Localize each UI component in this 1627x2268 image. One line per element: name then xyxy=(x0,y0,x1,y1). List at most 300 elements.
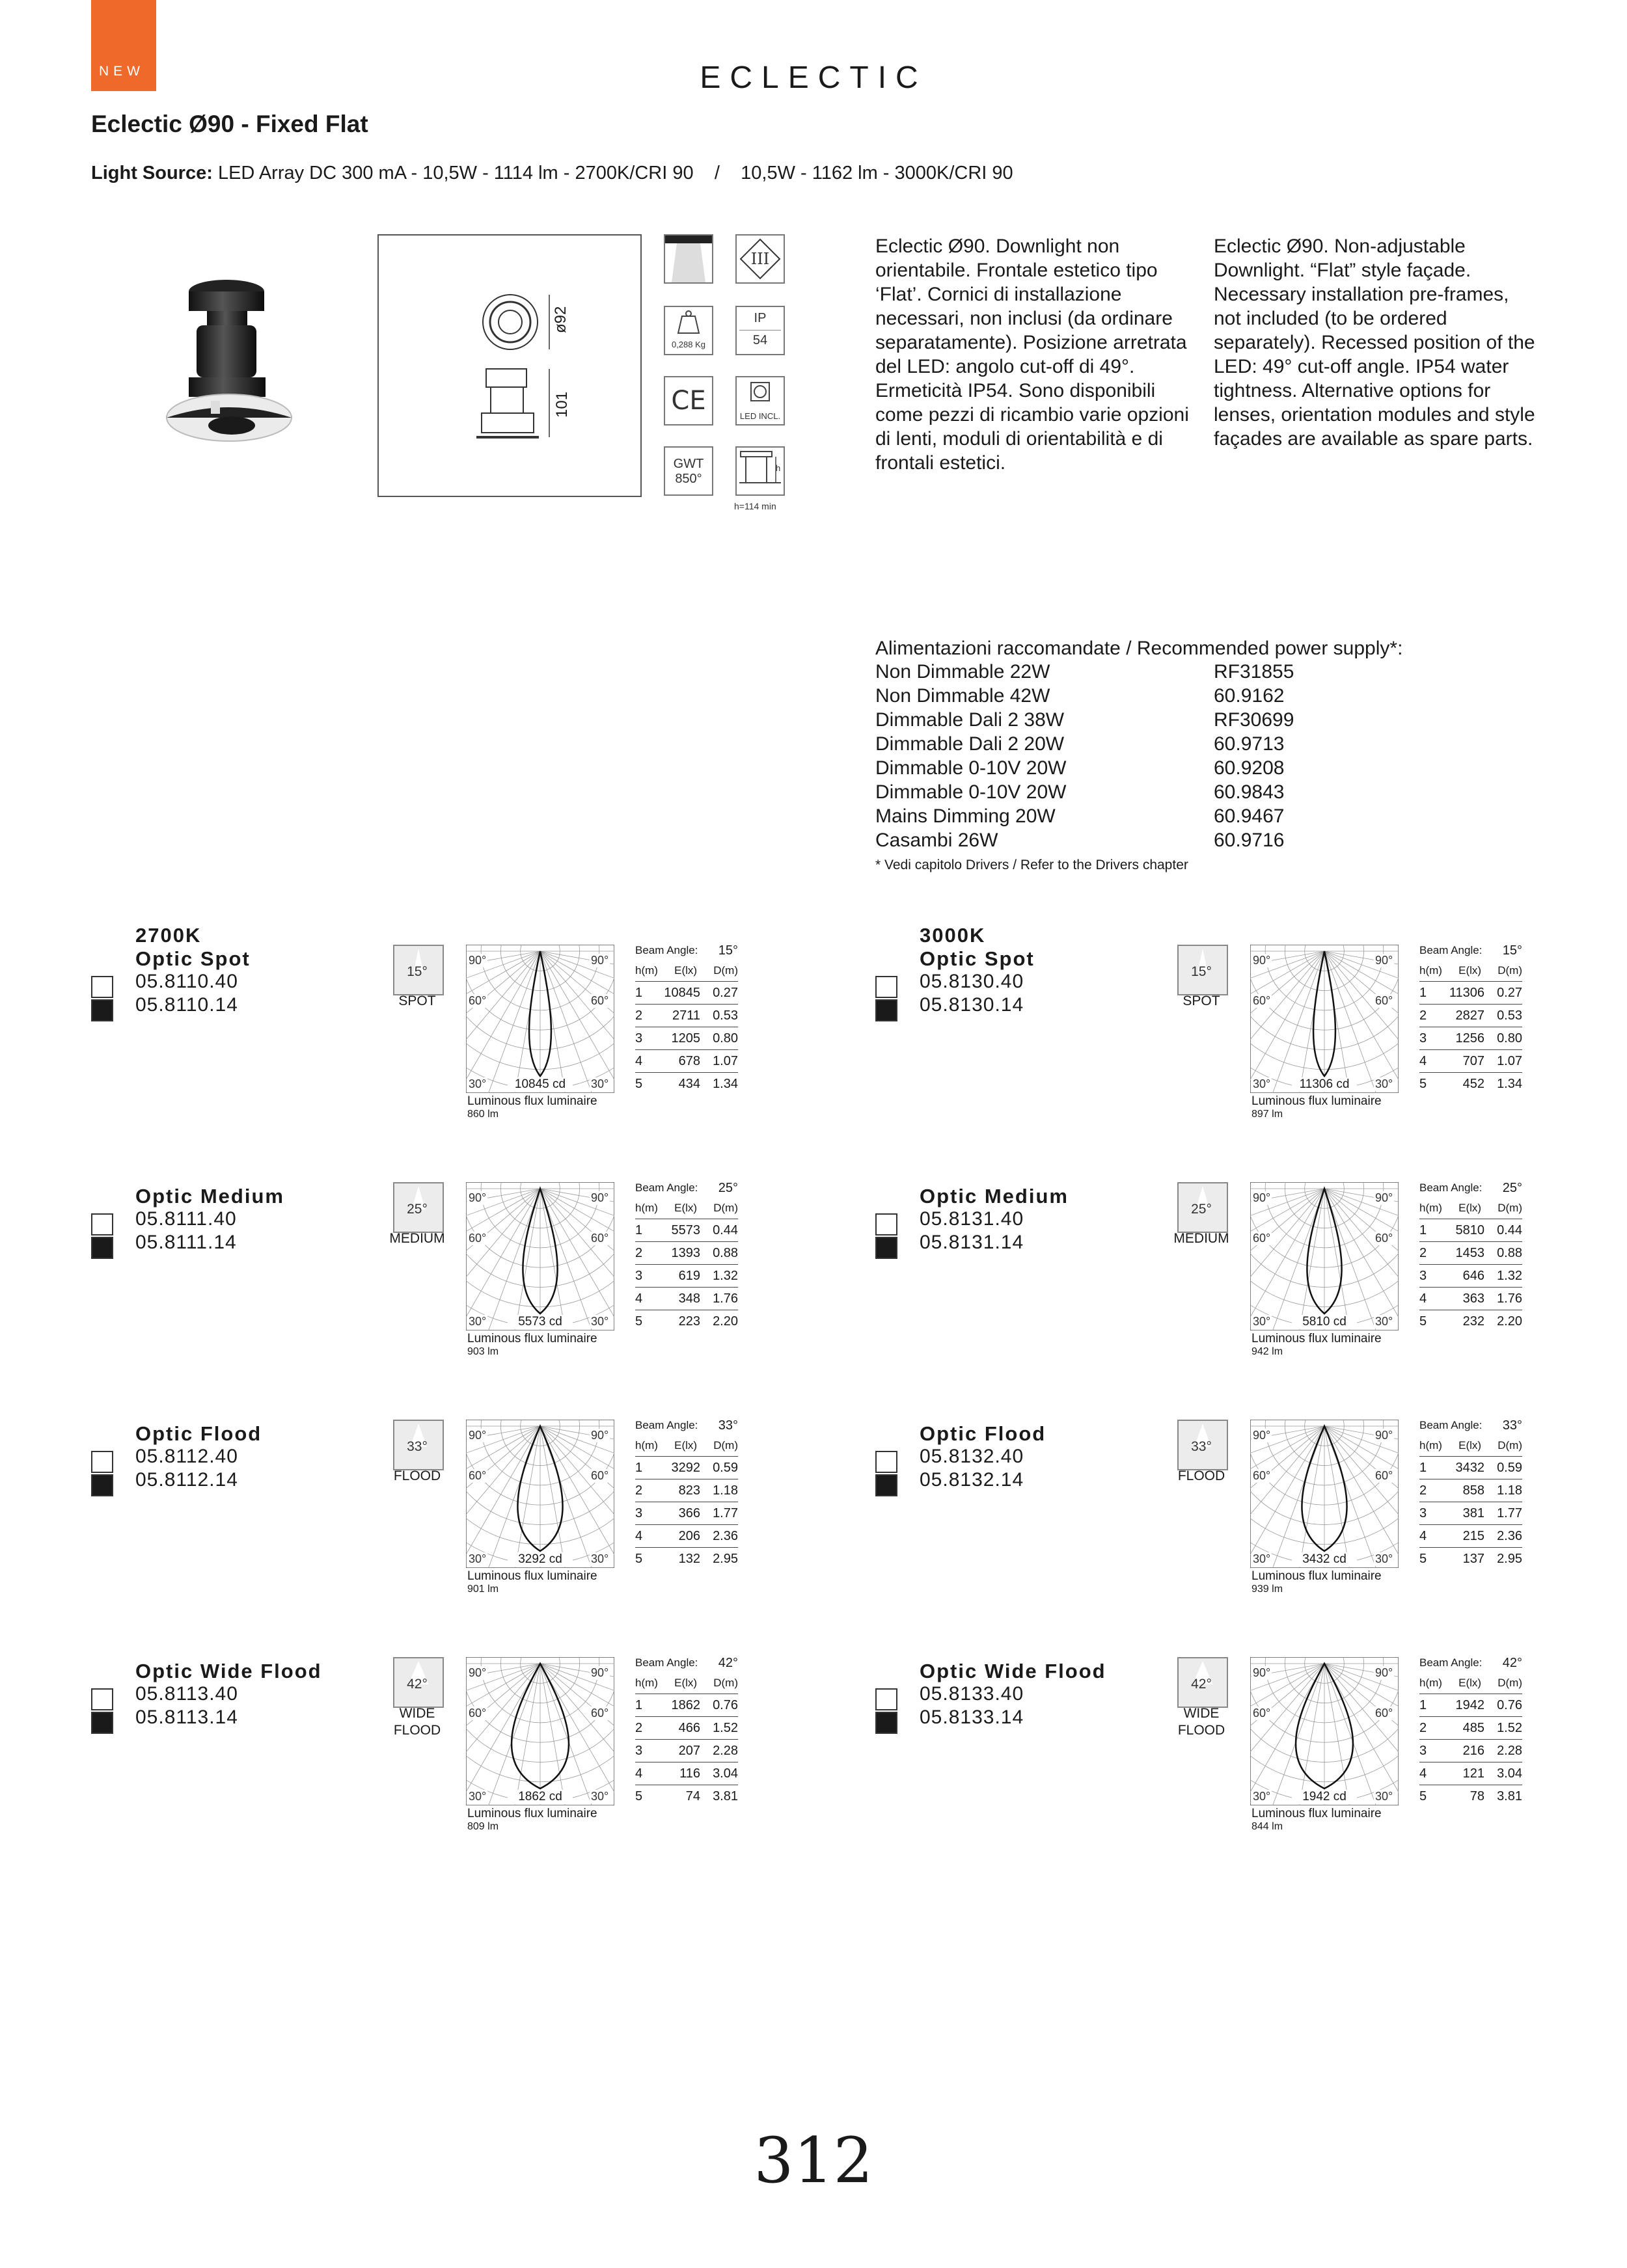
table-row xyxy=(635,1073,738,1095)
illuminance-table xyxy=(635,1416,738,1570)
beam-angle-label: Beam Angle: xyxy=(1419,1656,1483,1669)
polar-label-30-left: 30° xyxy=(469,1315,487,1328)
cell-diameter: 1.07 xyxy=(1497,1053,1522,1068)
beam-type-label: FLOOD xyxy=(1177,1468,1225,1483)
light-source xyxy=(91,163,1013,184)
power-supply-row xyxy=(875,709,1461,731)
polar-label-60-right: 60° xyxy=(1375,1232,1393,1245)
luminous-flux-label: Luminous flux luminaire xyxy=(467,1807,597,1820)
beam-type-label: SPOT xyxy=(398,993,436,1008)
cell-height: 5 xyxy=(635,1551,643,1566)
table-row xyxy=(1419,1785,1522,1807)
polar-chart xyxy=(466,1420,614,1568)
white-finish-swatch xyxy=(91,1213,113,1235)
table-row xyxy=(635,1762,738,1785)
cell-height: 5 xyxy=(1419,1076,1427,1091)
power-supply-name: Dimmable 0-10V 20W xyxy=(875,781,1067,803)
luminous-flux-label: Luminous flux luminaire xyxy=(1251,1569,1382,1583)
table-header xyxy=(1419,1673,1522,1694)
polar-label-60-right: 60° xyxy=(1375,994,1393,1007)
beam-angle-row xyxy=(635,941,738,960)
col-illuminance: E(lx) xyxy=(1458,1439,1482,1451)
cell-diameter: 1.18 xyxy=(1497,1483,1522,1498)
power-supply-name: Dimmable Dali 2 38W xyxy=(875,709,1065,731)
gwt-icon xyxy=(664,446,713,496)
ip-value: 54 xyxy=(752,333,768,347)
polar-label-30-left: 30° xyxy=(469,1077,487,1090)
beam-angle-label: Beam Angle: xyxy=(635,944,698,956)
installation-height-icon xyxy=(735,446,785,496)
illuminance-table xyxy=(1419,941,1522,1095)
beam-angle-value: 25° xyxy=(1502,1180,1522,1195)
table-row xyxy=(1419,1740,1522,1762)
cell-height: 2 xyxy=(1419,1483,1427,1498)
optic-section xyxy=(91,924,872,1158)
beam-angle-row xyxy=(1419,1178,1522,1198)
polar-label-30-left: 30° xyxy=(1253,1790,1271,1803)
power-supply-code: 60.9843 xyxy=(1214,781,1285,803)
polar-label-90-right: 90° xyxy=(591,954,609,967)
cell-diameter: 2.28 xyxy=(713,1743,738,1758)
beam-angle-value: 42° xyxy=(718,1655,738,1670)
polar-label-30-left: 30° xyxy=(1253,1552,1271,1565)
col-diameter: D(m) xyxy=(1497,1677,1522,1689)
table-row xyxy=(1419,1457,1522,1479)
table-row xyxy=(635,1005,738,1027)
luminous-flux-value: 942 lm xyxy=(1251,1346,1283,1357)
polar-chart xyxy=(466,945,614,1093)
table-row xyxy=(635,1479,738,1502)
power-supply-code: RF30699 xyxy=(1214,709,1294,731)
polar-label-60-left: 60° xyxy=(469,1707,487,1720)
cell-diameter: 2.28 xyxy=(1497,1743,1522,1758)
polar-chart xyxy=(1250,945,1399,1093)
cell-height: 2 xyxy=(635,1008,643,1023)
page-number: 312 xyxy=(754,2124,873,2197)
polar-label-30-right: 30° xyxy=(591,1315,609,1328)
height-label: h xyxy=(776,463,781,473)
cell-height: 3 xyxy=(1419,1505,1427,1520)
luminous-flux-label: Luminous flux luminaire xyxy=(1251,1332,1382,1345)
black-finish-swatch xyxy=(91,1237,113,1259)
polar-label-30-right: 30° xyxy=(1375,1315,1393,1328)
cell-diameter: 1.34 xyxy=(1497,1076,1522,1091)
table-header xyxy=(635,960,738,982)
peak-intensity: 3292 cd xyxy=(508,1552,573,1567)
white-finish-swatch xyxy=(875,1451,897,1473)
polar-label-60-right: 60° xyxy=(591,994,609,1007)
technical-drawing xyxy=(377,234,642,497)
luminous-flux-label: Luminous flux luminaire xyxy=(467,1094,597,1108)
product-code-black: 05.8111.14 xyxy=(135,1232,237,1253)
cell-illuminance: 232 xyxy=(1462,1314,1484,1329)
polar-label-30-right: 30° xyxy=(1375,1790,1393,1803)
cell-illuminance: 74 xyxy=(685,1789,700,1803)
beam-angle-value: 25° xyxy=(718,1180,738,1195)
cell-illuminance: 485 xyxy=(1462,1720,1484,1735)
series-title: ECLECTIC xyxy=(700,61,927,95)
product-code-white: 05.8131.40 xyxy=(920,1208,1024,1230)
cell-illuminance: 2711 xyxy=(672,1008,700,1023)
col-illuminance: E(lx) xyxy=(1458,1202,1482,1214)
ce-mark-icon xyxy=(664,376,713,425)
beam-angle-label: Beam Angle: xyxy=(635,1181,698,1194)
beam-type-label: MEDIUM xyxy=(389,1231,445,1246)
led-included-label: LED INCL. xyxy=(739,411,781,421)
description-english: Eclectic Ø90. Non-adjustable Downlight. “Flat” style façade. Necessary installation pre-frames, not included (to be ordered separately). Recessed position of the LED: 49° cut-off angle. IP54 water tightness. Alternative options for lenses, orientation modules and style façades are available as spare parts. xyxy=(1214,236,1535,450)
table-row xyxy=(1419,1219,1522,1242)
optic-section xyxy=(91,1636,872,1870)
polar-label-60-left: 60° xyxy=(1253,994,1271,1007)
black-finish-swatch xyxy=(875,1237,897,1259)
cell-illuminance: 363 xyxy=(1462,1291,1484,1306)
polar-label-30-right: 30° xyxy=(591,1552,609,1565)
cell-diameter: 1.32 xyxy=(713,1268,738,1283)
optic-section xyxy=(91,1161,872,1396)
col-height: h(m) xyxy=(1419,1677,1442,1689)
cell-height: 3 xyxy=(635,1031,643,1046)
black-finish-swatch xyxy=(875,1712,897,1734)
white-finish-swatch xyxy=(91,1688,113,1710)
luminous-flux-label: Luminous flux luminaire xyxy=(467,1332,597,1345)
polar-label-60-left: 60° xyxy=(469,1469,487,1482)
product-code-black: 05.8130.14 xyxy=(920,994,1024,1016)
table-row xyxy=(1419,1265,1522,1288)
cell-diameter: 3.81 xyxy=(713,1789,738,1803)
cell-diameter: 0.27 xyxy=(1497,985,1522,1000)
cell-illuminance: 223 xyxy=(678,1314,700,1329)
luminous-flux-value: 903 lm xyxy=(467,1346,499,1357)
table-header xyxy=(1419,960,1522,982)
beam-angle-row xyxy=(635,1653,738,1673)
cell-illuminance: 646 xyxy=(1462,1268,1484,1283)
beam-type-label: SPOT xyxy=(1183,993,1220,1008)
cell-diameter: 1.77 xyxy=(1497,1505,1522,1520)
cell-height: 2 xyxy=(1419,1008,1427,1023)
polar-label-90-right: 90° xyxy=(591,1191,609,1204)
cell-illuminance: 1205 xyxy=(671,1031,700,1046)
cell-illuminance: 10845 xyxy=(664,985,700,1000)
col-illuminance: E(lx) xyxy=(674,1202,698,1214)
power-supply-name: Non Dimmable 42W xyxy=(875,685,1050,707)
cell-illuminance: 707 xyxy=(1462,1053,1484,1068)
product-code-black: 05.8110.14 xyxy=(135,994,238,1016)
luminous-flux-label: Luminous flux luminaire xyxy=(467,1569,597,1583)
new-badge-label: NEW xyxy=(99,64,144,79)
cell-diameter: 1.18 xyxy=(713,1483,738,1498)
product-code-black: 05.8112.14 xyxy=(135,1469,238,1491)
cell-diameter: 0.53 xyxy=(713,1008,738,1023)
product-code-white: 05.8110.40 xyxy=(135,971,238,992)
height-dimension: 101 xyxy=(553,391,571,418)
beam-type-label: FLOOD xyxy=(393,1468,441,1483)
cell-height: 1 xyxy=(1419,1697,1427,1712)
beam-angle-value: 33° xyxy=(1502,1418,1522,1433)
cell-height: 1 xyxy=(635,1460,643,1475)
peak-intensity: 1942 cd xyxy=(1292,1790,1357,1804)
polar-label-90-left: 90° xyxy=(469,1429,487,1442)
polar-label-90-right: 90° xyxy=(591,1666,609,1679)
cell-diameter: 0.59 xyxy=(1497,1460,1522,1475)
cell-illuminance: 216 xyxy=(1462,1743,1484,1758)
table-row xyxy=(635,1219,738,1242)
table-header xyxy=(635,1435,738,1457)
beam-type-label: MEDIUM xyxy=(1173,1231,1229,1246)
table-row xyxy=(635,1242,738,1265)
power-supply-name: Non Dimmable 22W xyxy=(875,661,1050,682)
ce-label: CE xyxy=(671,386,706,416)
cell-height: 1 xyxy=(635,1697,643,1712)
cell-illuminance: 116 xyxy=(679,1766,700,1781)
polar-label-30-right: 30° xyxy=(591,1077,609,1090)
cell-height: 1 xyxy=(1419,985,1427,1000)
table-row xyxy=(1419,1694,1522,1717)
table-row xyxy=(635,1027,738,1050)
cell-illuminance: 1942 xyxy=(1455,1697,1484,1712)
class-iii-icon xyxy=(735,234,785,284)
col-illuminance: E(lx) xyxy=(1458,1677,1482,1689)
beam-angle-value: 33° xyxy=(718,1418,738,1433)
weight-label: 0,288 Kg xyxy=(671,340,706,349)
black-finish-swatch xyxy=(875,1474,897,1496)
luminous-flux-value: 860 lm xyxy=(467,1109,499,1120)
cell-height: 5 xyxy=(635,1076,643,1091)
polar-label-60-left: 60° xyxy=(469,994,487,1007)
table-header xyxy=(1419,1435,1522,1457)
optic-section xyxy=(875,1636,1627,1870)
polar-chart xyxy=(466,1182,614,1330)
peak-intensity: 11306 cd xyxy=(1292,1077,1357,1092)
beam-degree: 42° xyxy=(1191,1677,1212,1692)
power-supply-code: 60.9467 xyxy=(1214,805,1285,827)
col-diameter: D(m) xyxy=(713,1677,738,1689)
peak-intensity: 1862 cd xyxy=(508,1790,573,1804)
cell-height: 4 xyxy=(1419,1766,1427,1781)
product-code-white: 05.8112.40 xyxy=(135,1446,238,1467)
table-row xyxy=(1419,1502,1522,1525)
beam-degree: 15° xyxy=(1191,964,1212,979)
product-code-black: 05.8133.14 xyxy=(920,1707,1024,1728)
col-height: h(m) xyxy=(635,1677,658,1689)
luminous-flux-value: 897 lm xyxy=(1251,1109,1283,1120)
luminous-flux-value: 939 lm xyxy=(1251,1584,1283,1595)
cell-height: 2 xyxy=(635,1483,643,1498)
optic-section xyxy=(875,1161,1627,1396)
black-finish-swatch xyxy=(91,1712,113,1734)
power-supply-code: 60.9162 xyxy=(1214,685,1285,707)
cell-diameter: 0.59 xyxy=(713,1460,738,1475)
cell-illuminance: 381 xyxy=(1462,1505,1484,1520)
col-height: h(m) xyxy=(635,1202,658,1214)
cell-illuminance: 207 xyxy=(678,1743,700,1758)
power-supply-row xyxy=(875,685,1461,707)
power-supply-row xyxy=(875,661,1461,683)
col-height: h(m) xyxy=(1419,1439,1442,1451)
cell-diameter: 0.88 xyxy=(713,1245,738,1260)
cell-height: 4 xyxy=(635,1766,643,1781)
color-temperature: 3000K xyxy=(920,924,986,947)
polar-label-30-left: 30° xyxy=(469,1552,487,1565)
gwt-label: GWT xyxy=(673,457,704,471)
beam-angle-row xyxy=(1419,941,1522,960)
cell-height: 1 xyxy=(635,985,643,1000)
diameter-dimension: ø92 xyxy=(552,306,569,333)
white-finish-swatch xyxy=(91,1451,113,1473)
cell-diameter: 3.04 xyxy=(1497,1766,1522,1781)
cell-height: 1 xyxy=(1419,1460,1427,1475)
beam-angle-value: 15° xyxy=(718,943,738,958)
optic-section xyxy=(875,924,1627,1158)
cell-illuminance: 78 xyxy=(1470,1789,1484,1803)
polar-label-60-left: 60° xyxy=(1253,1232,1271,1245)
illuminance-table xyxy=(1419,1416,1522,1570)
peak-intensity: 5573 cd xyxy=(508,1315,573,1329)
product-code-black: 05.8131.14 xyxy=(920,1232,1024,1253)
col-diameter: D(m) xyxy=(713,1439,738,1451)
polar-chart xyxy=(1250,1420,1399,1568)
col-height: h(m) xyxy=(1419,1202,1442,1214)
table-row xyxy=(635,1288,738,1310)
illuminance-table xyxy=(635,1178,738,1332)
col-height: h(m) xyxy=(635,964,658,977)
cell-height: 2 xyxy=(635,1720,643,1735)
cell-illuminance: 3292 xyxy=(671,1460,700,1475)
beam-degree: 25° xyxy=(1191,1202,1212,1217)
table-row xyxy=(1419,1479,1522,1502)
cell-diameter: 0.44 xyxy=(1497,1222,1522,1237)
cell-height: 4 xyxy=(635,1291,643,1306)
col-illuminance: E(lx) xyxy=(674,1439,698,1451)
power-supply-code: 60.9716 xyxy=(1214,830,1285,851)
cell-height: 4 xyxy=(1419,1053,1427,1068)
cell-diameter: 1.34 xyxy=(713,1076,738,1091)
cell-height: 5 xyxy=(635,1314,643,1329)
product-code-white: 05.8133.40 xyxy=(920,1683,1024,1705)
polar-label-90-right: 90° xyxy=(1375,1666,1393,1679)
description-italian: Eclectic Ø90. Downlight non orientabile. Frontale estetico tipo ‘Flat’. Cornici di installazione necessari, non inclusi (da ordinare separatamente). Posizione arretrata del LED: angolo cut-off di 49°. Ermeticità IP54. Sono disponibili come pezzi di ricambio varie opzioni di lenti, moduli di orientabilità e di frontali estetici. xyxy=(875,236,1189,474)
cell-illuminance: 619 xyxy=(678,1268,700,1283)
class-label: III xyxy=(750,250,770,268)
peak-intensity: 10845 cd xyxy=(508,1077,573,1092)
cell-height: 2 xyxy=(1419,1720,1427,1735)
beam-angle-row xyxy=(635,1416,738,1435)
power-supply-row xyxy=(875,781,1461,803)
cell-diameter: 2.36 xyxy=(1497,1528,1522,1543)
cell-height: 4 xyxy=(635,1528,643,1543)
col-illuminance: E(lx) xyxy=(674,964,698,977)
cell-diameter: 2.20 xyxy=(1497,1314,1522,1329)
table-row xyxy=(1419,982,1522,1005)
illuminance-table xyxy=(635,1653,738,1807)
cell-height: 3 xyxy=(1419,1268,1427,1283)
polar-label-30-right: 30° xyxy=(1375,1552,1393,1565)
table-row xyxy=(635,1502,738,1525)
table-header xyxy=(1419,1198,1522,1219)
recess-icon xyxy=(664,234,713,284)
beam-angle-value: 42° xyxy=(1502,1655,1522,1670)
black-finish-swatch xyxy=(91,999,113,1021)
cell-height: 3 xyxy=(635,1268,643,1283)
optic-name: Optic Wide Flood xyxy=(920,1660,1106,1682)
table-row xyxy=(635,1717,738,1740)
luminous-flux-value: 901 lm xyxy=(467,1584,499,1595)
power-supply-code: 60.9208 xyxy=(1214,757,1285,779)
beam-angle-label: Beam Angle: xyxy=(635,1419,698,1431)
beam-angle-label: Beam Angle: xyxy=(1419,1181,1483,1194)
cell-diameter: 0.76 xyxy=(713,1697,738,1712)
cell-diameter: 0.53 xyxy=(1497,1008,1522,1023)
cell-illuminance: 215 xyxy=(1462,1528,1484,1543)
table-row xyxy=(635,1785,738,1807)
table-row xyxy=(1419,1050,1522,1073)
cell-height: 5 xyxy=(635,1789,643,1803)
illuminance-table xyxy=(635,941,738,1095)
power-supply-name: Dimmable 0-10V 20W xyxy=(875,757,1067,779)
polar-chart xyxy=(1250,1657,1399,1805)
col-illuminance: E(lx) xyxy=(674,1677,698,1689)
new-badge xyxy=(91,0,156,91)
table-row xyxy=(1419,1525,1522,1548)
luminous-flux-value: 844 lm xyxy=(1251,1821,1283,1832)
product-photo xyxy=(156,273,306,455)
polar-label-90-left: 90° xyxy=(469,1191,487,1204)
cell-illuminance: 137 xyxy=(1462,1551,1484,1566)
white-finish-swatch xyxy=(875,1688,897,1710)
cell-diameter: 1.07 xyxy=(713,1053,738,1068)
cell-diameter: 0.44 xyxy=(713,1222,738,1237)
luminous-flux-label: Luminous flux luminaire xyxy=(1251,1094,1382,1108)
cell-height: 5 xyxy=(1419,1551,1427,1566)
product-code-white: 05.8113.40 xyxy=(135,1683,238,1705)
peak-intensity: 5810 cd xyxy=(1292,1315,1357,1329)
power-supply-note: * Vedi capitolo Drivers / Refer to the Drivers chapter xyxy=(875,857,1188,872)
table-row xyxy=(635,1265,738,1288)
col-height: h(m) xyxy=(635,1439,658,1451)
polar-label-90-right: 90° xyxy=(1375,1191,1393,1204)
table-row xyxy=(1419,1027,1522,1050)
polar-label-30-left: 30° xyxy=(469,1790,487,1803)
cell-height: 3 xyxy=(1419,1743,1427,1758)
col-diameter: D(m) xyxy=(1497,964,1522,977)
power-supply-name: Casambi 26W xyxy=(875,830,998,851)
illuminance-table xyxy=(1419,1178,1522,1332)
table-row xyxy=(635,982,738,1005)
cell-illuminance: 348 xyxy=(678,1291,700,1306)
cell-diameter: 2.95 xyxy=(1497,1551,1522,1566)
polar-label-90-left: 90° xyxy=(469,1666,487,1679)
beam-type-label: WIDE FLOOD xyxy=(393,1706,441,1738)
product-code-white: 05.8132.40 xyxy=(920,1446,1024,1467)
power-supply-code: 60.9713 xyxy=(1214,733,1285,755)
cell-height: 3 xyxy=(635,1505,643,1520)
col-diameter: D(m) xyxy=(1497,1439,1522,1451)
optic-name: Optic Medium xyxy=(920,1185,1069,1208)
beam-degree: 33° xyxy=(1191,1439,1212,1454)
power-supply-name: Dimmable Dali 2 20W xyxy=(875,733,1065,755)
ip-label: IP xyxy=(754,311,767,325)
power-supply-code: RF31855 xyxy=(1214,661,1294,682)
led-included-icon xyxy=(735,376,785,425)
power-supply-row xyxy=(875,757,1461,779)
polar-label-60-left: 60° xyxy=(1253,1707,1271,1720)
cell-illuminance: 466 xyxy=(678,1720,700,1735)
optic-name: Optic Medium xyxy=(135,1185,284,1208)
black-finish-swatch xyxy=(91,1474,113,1496)
cell-diameter: 2.95 xyxy=(713,1551,738,1566)
black-finish-swatch xyxy=(875,999,897,1021)
table-row xyxy=(635,1310,738,1332)
cell-diameter: 0.80 xyxy=(1497,1031,1522,1046)
